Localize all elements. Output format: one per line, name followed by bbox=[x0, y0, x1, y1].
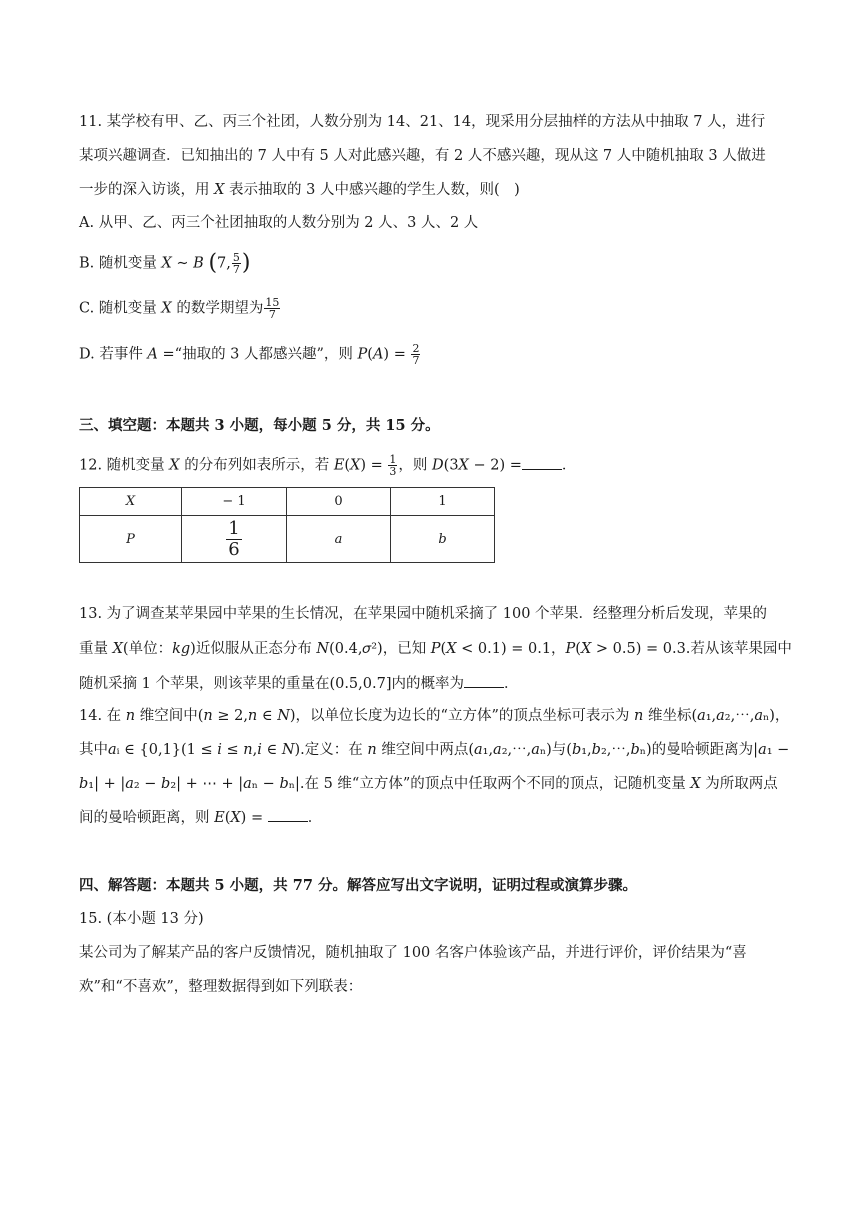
q14-line-4-text: 间的曼哈顿距离，则 𝐸(𝑋) = bbox=[79, 810, 264, 826]
q11-line-3: 一步的深入访谈，用 𝑋 表示抽取的 3 人中感兴趣的学生人数，则( ) bbox=[79, 182, 520, 198]
q11-option-d bbox=[79, 343, 421, 366]
q11-option-b-n: 7, bbox=[217, 255, 231, 272]
q13-line-3 bbox=[79, 673, 519, 694]
table-fraction bbox=[226, 519, 241, 560]
distribution-table bbox=[79, 487, 495, 563]
q11-option-c-fraction bbox=[264, 297, 280, 320]
fraction-denominator: 6 bbox=[228, 538, 240, 560]
section-3-heading: 三、填空题：本题共 3 小题，每小题 5 分，共 15 分。 bbox=[79, 417, 440, 434]
fraction-denominator: 3 bbox=[389, 465, 397, 478]
q12-end: ． bbox=[561, 457, 577, 474]
table-cell: 1 bbox=[391, 488, 495, 516]
q14-line-1: 14. 在 𝑛 维空间中(𝑛 ≥ 2,𝑛 ∈ 𝑁)，以单位长度为边长的“立方体”的顶点坐标可表示为 𝑛 维坐标(𝑎₁,𝑎₂,⋯,𝑎ₙ)， bbox=[79, 708, 790, 724]
answer-blank bbox=[464, 673, 504, 688]
q12-text-2: ，则 𝐷(3𝑋 − 2) = bbox=[398, 457, 522, 474]
table-cell: 𝑏 bbox=[391, 516, 495, 563]
section-4-heading: 四、解答题：本题共 5 小题，共 77 分。解答应写出文字说明，证明过程或演算步骤。 bbox=[79, 877, 637, 894]
table-cell bbox=[182, 516, 287, 563]
fraction-numerator: 1 bbox=[228, 517, 240, 539]
q11-line-1: 11. 某学校有甲、乙、丙三个社团，人数分别为 14、21、14，现采用分层抽样的方法从中抽取 7 人，进行 bbox=[79, 114, 766, 130]
q14-line-2: 其中𝑎ᵢ ∈ {0,1}(1 ≤ 𝑖 ≤ 𝑛,𝑖 ∈ 𝑁).定义：在 𝑛 维空间中两点(𝑎₁,𝑎₂,⋯,𝑎ₙ)与(𝑏₁,𝑏₂,⋯,𝑏ₙ)的曼哈顿距离为|𝑎₁ − bbox=[79, 742, 790, 758]
fraction-numerator: 15 bbox=[265, 296, 280, 309]
q13-line-3-text: 随机采摘 1 个苹果，则该苹果的重量在(0.5,0.7]内的概率为 bbox=[79, 676, 464, 692]
q12-fraction bbox=[388, 454, 397, 477]
fraction-denominator: 7 bbox=[268, 308, 276, 321]
q14-line-4 bbox=[79, 807, 322, 828]
table-cell: − 1 bbox=[182, 488, 287, 516]
q11-option-a: A. 从甲、乙、丙三个社团抽取的人数分别为 2 人、3 人、2 人 bbox=[79, 215, 479, 231]
q15-line-1: 某公司为了解某产品的客户反馈情况，随机抽取了 100 名客户体验该产品，并进行评价，评价结果为“喜 bbox=[79, 945, 747, 961]
answer-blank bbox=[522, 455, 562, 470]
table-cell: 𝑋 bbox=[80, 488, 182, 516]
q11-option-b-text: B. 随机变量 𝑋 ∼ 𝐵 bbox=[79, 255, 204, 272]
right-paren: ) bbox=[241, 250, 251, 276]
fraction-denominator: 7 bbox=[232, 263, 240, 276]
fraction-numerator: 1 bbox=[389, 453, 397, 466]
q14-end: ． bbox=[307, 810, 323, 826]
fraction-numerator: 5 bbox=[232, 251, 240, 264]
q11-option-d-fraction bbox=[411, 343, 420, 366]
q15-title: 15. (本小题 13 分) bbox=[79, 911, 204, 927]
q13-end: ． bbox=[504, 676, 519, 692]
q11-option-c-text: C. 随机变量 𝑋 的数学期望为 bbox=[79, 300, 264, 317]
q11-option-d-text: D. 若事件 𝐴 =“抽取的 3 人都感兴趣”，则 𝑃(𝐴) = bbox=[79, 346, 406, 363]
q11-option-c bbox=[79, 297, 281, 320]
table-row bbox=[80, 516, 495, 563]
q12-stem bbox=[79, 454, 576, 477]
table-cell: 𝑎 bbox=[287, 516, 391, 563]
fraction-numerator: 2 bbox=[412, 342, 420, 355]
q13-line-2: 重量 𝑋(单位：𝑘𝑔)近似服从正态分布 𝑁(0.4,𝜎²)，已知 𝑃(𝑋 < 0.1) = 0.1，𝑃(𝑋 > 0.5) = 0.3.若从该苹果园中 bbox=[79, 641, 792, 657]
fraction-denominator: 7 bbox=[412, 354, 420, 367]
q11-option-b-fraction bbox=[232, 252, 241, 275]
table-row bbox=[80, 488, 495, 516]
table-cell: 0 bbox=[287, 488, 391, 516]
q11-line-2: 某项兴趣调查．已知抽出的 7 人中有 5 人对此感兴趣，有 2 人不感兴趣，现从这 7 人中随机抽取 3 人做进 bbox=[79, 148, 766, 164]
q15-line-2: 欢”和“不喜欢”，整理数据得到如下列联表： bbox=[79, 979, 363, 995]
q13-line-1: 13. 为了调查某苹果园中苹果的生长情况，在苹果园中随机采摘了 100 个苹果．经整理分析后发现，苹果的 bbox=[79, 606, 768, 622]
q12-text: 12. 随机变量 𝑋 的分布列如表所示，若 𝐸(𝑋) = bbox=[79, 457, 383, 474]
table-cell: 𝑃 bbox=[80, 516, 182, 563]
answer-blank bbox=[268, 807, 308, 822]
left-paren: ( bbox=[208, 250, 218, 276]
q14-line-3: 𝑏₁| + |𝑎₂ − 𝑏₂| + ⋯ + |𝑎ₙ − 𝑏ₙ|.在 5 维“立方体”的顶点中任取两个不同的顶点，记随机变量 𝑋 为所取两点 bbox=[79, 776, 778, 792]
q11-option-b bbox=[79, 252, 250, 275]
